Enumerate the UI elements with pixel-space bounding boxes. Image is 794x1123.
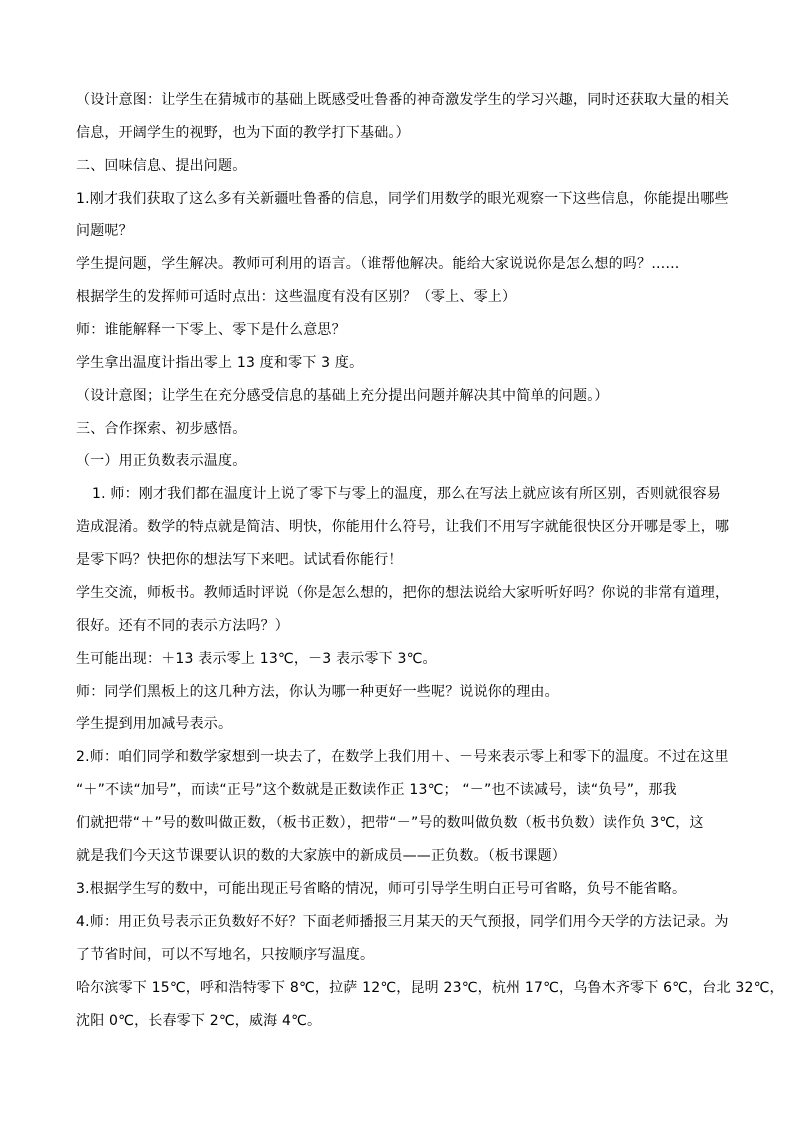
paragraph-3: 根据学生的发挥师可适时点出：这些温度有没有区别？（零上、零上） bbox=[76, 289, 517, 305]
paragraph-6-line-2: 很好。还有不同的表示方法吗？） bbox=[76, 618, 289, 634]
paragraph-2: 学生提问题，学生解决。教师可利用的语言。（谁帮他解决。能给大家说说你是怎么想的吗？…… bbox=[76, 256, 680, 272]
paragraph-8: 师：同学们黑板上的这几种方法，你认为哪一种更好一些呢？说说你的理由。 bbox=[76, 684, 559, 700]
paragraph-1-line-2: 问题呢？ bbox=[76, 223, 133, 239]
paragraph-7: 生可能出现：＋13 表示零上 13℃，－3 表示零下 3℃。 bbox=[76, 651, 437, 667]
step-4-line-1: 4.师：用正负号表示正负数好不好？下面老师播报三月某天的天气预报，同学们用今天学的方法记录。为 bbox=[76, 914, 729, 930]
step-3: 3.根据学生写的数中，可能出现正号省略的情况，师可引导学生明白正号可省略，负号不能省略。 bbox=[76, 881, 687, 897]
paragraph-9: 学生提到用加减号表示。 bbox=[76, 716, 233, 732]
section-heading-2: 二、回味信息、提出问题。 bbox=[76, 158, 247, 174]
section-heading-3: 三、合作探索、初步感悟。 bbox=[76, 421, 247, 437]
paragraph-5: 学生拿出温度计指出零上 13 度和零下 3 度。 bbox=[76, 355, 364, 371]
subsection-heading-1: （一）用正负数表示温度。 bbox=[76, 453, 247, 469]
step-2-line-1: 2.师：咱们同学和数学家想到一块去了，在数学上我们用＋、－号来表示零上和零下的温度。不过在这里 bbox=[76, 749, 729, 765]
design-intent-line-1: （设计意图：让学生在猜城市的基础上既感受吐鲁番的神奇激发学生的学习兴趣，同时还获取大量的相关 bbox=[76, 92, 730, 108]
weather-report-line-1: 哈尔滨零下 15℃，呼和浩特零下 8℃，拉萨 12℃，昆明 23℃，杭州 17℃，乌鲁木齐零下 6℃，台北 32℃， bbox=[76, 980, 784, 996]
paragraph-4: 师：谁能解释一下零上、零下是什么意思？ bbox=[76, 322, 346, 338]
step-1-line-1: 1. 师：刚才我们都在温度计上说了零下与零上的温度，那么在写法上就应该有所区别，否则就很容易 bbox=[92, 486, 722, 502]
step-1-line-3: 是零下吗？快把你的想法写下来吧。试试看你能行！ bbox=[76, 552, 403, 568]
step-2-line-2: “＋”不读“加号”，而读“正号”这个数就是正数读作正 13℃； “－”也不读减号，读“负号”，那我 bbox=[76, 782, 677, 798]
weather-report-line-2: 沈阳 0℃，长春零下 2℃，威海 4℃。 bbox=[76, 1013, 322, 1029]
step-4-line-2: 了节省时间，可以不写地名，只按顺序写温度。 bbox=[76, 947, 375, 963]
paragraph-6-line-1: 学生交流，师板书。教师适时评说（你是怎么想的，把你的想法说给大家听听好吗？你说的非常有道理， bbox=[76, 585, 730, 601]
step-2-line-4: 就是我们今天这节课要认识的数的大家族中的新成员——正负数。（板书课题） bbox=[76, 848, 566, 864]
design-intent-line-2: 信息，开阔学生的视野，也为下面的教学打下基础。） bbox=[76, 125, 410, 141]
step-1-line-2: 造成混淆。数学的特点就是简洁、明快，你能用什么符号，让我们不用写字就能很快区分开哪是零上，哪 bbox=[76, 519, 730, 535]
step-2-line-3: 们就把带“＋”号的数叫做正数，（板书正数），把带“－”号的数叫做负数（板书负数）读作负 3℃，这 bbox=[76, 815, 704, 831]
design-intent-2: （设计意图；让学生在充分感受信息的基础上充分提出问题并解决其中简单的问题。） bbox=[76, 388, 609, 404]
paragraph-1-line-1: 1.刚才我们获取了这么多有关新疆吐鲁番的信息，同学们用数学的眼光观察一下这些信息，你能提出哪些 bbox=[76, 191, 729, 207]
